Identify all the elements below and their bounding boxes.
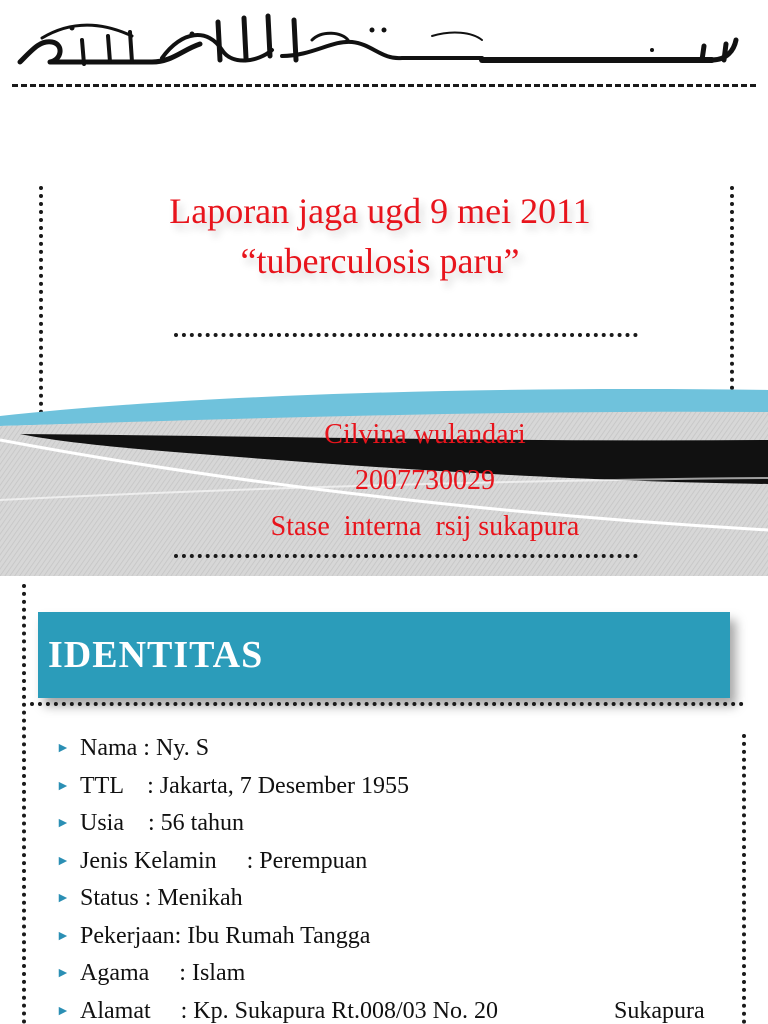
item-text: Usia : 56 tahun bbox=[80, 810, 244, 836]
list-item bbox=[56, 730, 756, 768]
list-item bbox=[56, 843, 756, 881]
section-title-bar bbox=[38, 612, 730, 698]
triangle-bullet-icon: ► bbox=[56, 928, 70, 944]
triangle-bullet-icon: ► bbox=[56, 778, 70, 794]
author-id: 2007730029 bbox=[355, 465, 495, 496]
section-divider bbox=[30, 702, 744, 706]
list-item bbox=[56, 955, 756, 993]
item-text: Nama : Ny. S bbox=[80, 735, 210, 761]
triangle-bullet-icon: ► bbox=[56, 1003, 70, 1019]
author-stase: Stase interna rsij sukapura bbox=[270, 511, 580, 542]
list-item bbox=[56, 993, 756, 1024]
bismillah-calligraphy-image bbox=[12, 10, 756, 74]
item-text: Jenis Kelamin : Perempuan bbox=[80, 847, 368, 874]
identity-slide bbox=[0, 576, 768, 1024]
triangle-bullet-icon: ► bbox=[56, 741, 70, 756]
triangle-bullet-icon: ► bbox=[56, 966, 70, 981]
item-text: Agama : Islam bbox=[80, 960, 246, 986]
author-info bbox=[190, 412, 660, 550]
title-line-1: Laporan jaga ugd 9 mei 2011 bbox=[169, 191, 591, 231]
triangle-bullet-icon: ► bbox=[56, 816, 70, 831]
item-text: Alamat : Kp. Sukapura Rt.008/03 No. 20 bbox=[80, 997, 498, 1024]
list-item bbox=[56, 768, 756, 806]
slide-title bbox=[60, 186, 700, 286]
list-item bbox=[56, 918, 756, 956]
title-line-2: “tuberculosis paru” bbox=[240, 241, 520, 281]
triangle-bullet-icon: ► bbox=[56, 853, 70, 869]
author-divider bbox=[174, 554, 638, 558]
list-item bbox=[56, 880, 756, 918]
title-divider bbox=[174, 333, 638, 337]
identity-list bbox=[56, 730, 756, 1024]
triangle-bullet-icon: ► bbox=[56, 891, 70, 906]
item-text: Pekerjaan: Ibu Rumah Tangga bbox=[80, 922, 371, 949]
section-title: IDENTITAS bbox=[48, 634, 264, 676]
left-dotted-border bbox=[22, 584, 26, 1024]
item-text: Status : Menikah bbox=[80, 885, 243, 911]
item-text-extra: Sukapura bbox=[614, 997, 705, 1024]
author-name: Cilvina wulandari bbox=[324, 419, 526, 450]
item-text: TTL : Jakarta, 7 Desember 1955 bbox=[80, 772, 410, 799]
list-item bbox=[56, 805, 756, 843]
header-divider bbox=[12, 84, 756, 87]
